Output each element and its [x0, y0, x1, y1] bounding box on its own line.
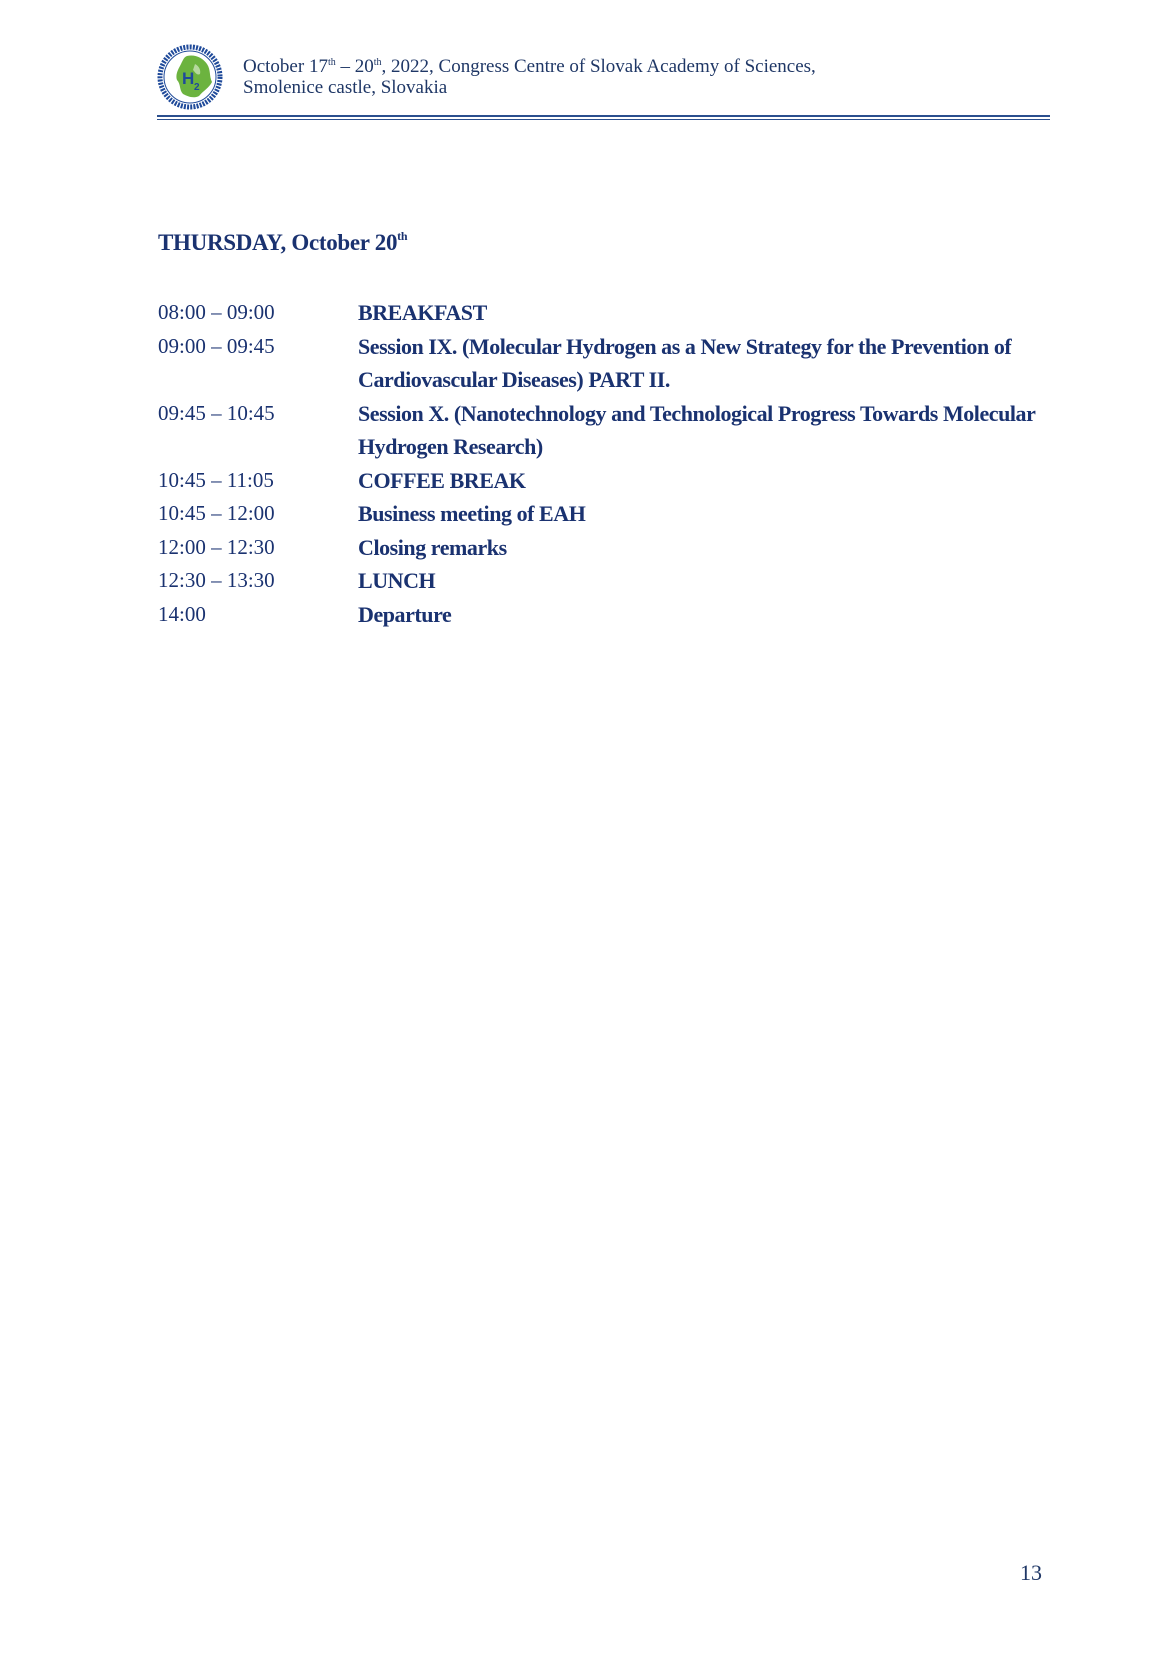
schedule-row [158, 497, 1058, 531]
day-heading: THURSDAY, October 20th [158, 229, 408, 255]
schedule-row [158, 397, 1058, 464]
header-rule-thick [157, 115, 1050, 117]
schedule-event: Business meeting of EAH [358, 501, 586, 526]
schedule-time: 10:45 – 12:00 [158, 501, 275, 525]
header-rule-thin [157, 119, 1050, 120]
schedule-time: 12:30 – 13:30 [158, 568, 275, 592]
schedule-time: 10:45 – 11:05 [158, 467, 274, 492]
schedule-event: Session X. (Nanotechnology and Technological Progress Towards Molecular Hydrogen Research) [358, 400, 1036, 459]
schedule-time: 09:45 – 10:45 [158, 400, 275, 425]
schedule-event: LUNCH [358, 568, 436, 593]
schedule-row [158, 531, 1058, 565]
header-text [243, 56, 816, 98]
schedule-row [158, 598, 1058, 632]
logo-subscript: 2 [194, 82, 200, 93]
schedule-row [158, 464, 1058, 498]
page-header [157, 42, 1047, 122]
schedule-event: Departure [358, 601, 452, 627]
schedule-event: BREAKFAST [358, 300, 487, 325]
schedule-time: 14:00 [158, 601, 206, 626]
schedule-time: 08:00 – 09:00 [158, 300, 275, 324]
schedule-time: 12:00 – 12:30 [158, 534, 275, 559]
schedule-event: COFFEE BREAK [358, 467, 526, 493]
page-number: 13 [1020, 1560, 1042, 1585]
schedule-event: Session IX. (Molecular Hydrogen as a New Strategy for the Prevention of Cardiovascular Diseases) PART II. [358, 333, 1012, 392]
schedule-row [158, 564, 1058, 598]
h2-europe-logo-icon [157, 44, 223, 110]
schedule-time: 09:00 – 09:45 [158, 333, 275, 358]
header-line-1: October 17th – 20th, 2022, Congress Centre of Slovak Academy of Sciences, [243, 56, 816, 77]
schedule-row [158, 330, 1058, 397]
logo-letter: H [182, 69, 195, 88]
header-line-2: Smolenice castle, Slovakia [243, 77, 448, 98]
schedule-event: Closing remarks [358, 534, 507, 560]
schedule-row [158, 296, 1058, 330]
schedule-table [158, 296, 1058, 631]
